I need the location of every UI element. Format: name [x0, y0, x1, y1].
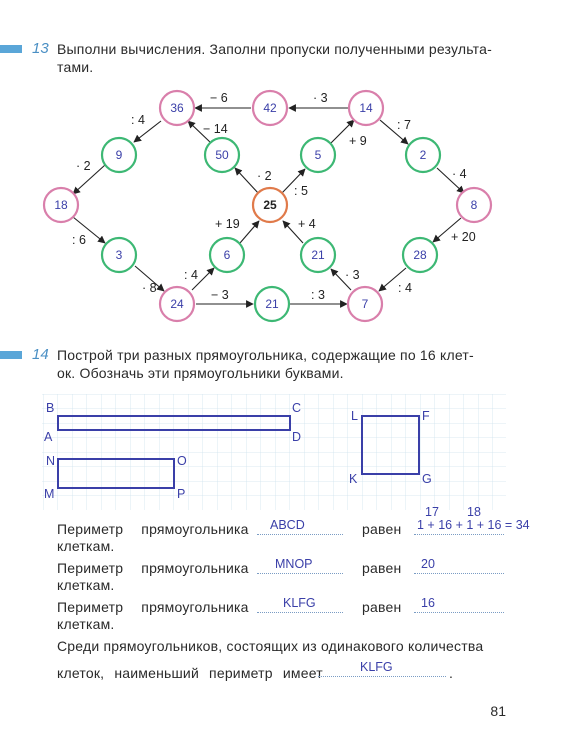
op-label: : 3 — [311, 288, 325, 302]
op-label: − 14 — [203, 122, 228, 136]
task-13-number: 13 — [32, 40, 49, 57]
answer-line — [257, 612, 343, 613]
op-label: : 5 — [294, 184, 308, 198]
answer-line — [257, 534, 343, 535]
node-value-5: 5 — [314, 148, 322, 162]
op-label: + 9 — [349, 134, 367, 148]
answer-line — [414, 534, 504, 535]
node-value-14: 14 — [359, 101, 373, 115]
task-14-text-line2: ок. Обозначь эти прямоугольники буквами. — [57, 365, 344, 381]
op-label: + 4 — [298, 217, 316, 231]
op-label: · 4 — [452, 167, 467, 181]
conclusion-line2: клеток, наименьший периметр имеет — [57, 665, 323, 681]
node-value-6: 6 — [223, 248, 231, 262]
op-label: : 7 — [397, 118, 411, 132]
node-value-3: 3 — [115, 248, 123, 262]
conclusion-answer: KLFG — [360, 660, 393, 674]
perimeter-row-3-value: 16 — [421, 596, 435, 610]
op-label: − 6 — [210, 91, 228, 105]
perimeter-row-1-label: Периметр прямоугольника — [57, 521, 249, 537]
perimeter-row-3-equals: равен — [362, 599, 402, 615]
perimeter-row-2-unit: клеткам. — [57, 577, 115, 593]
perimeter-row-3-answer: KLFG — [283, 596, 316, 610]
task-14-number: 14 — [32, 346, 49, 363]
answer-line — [414, 612, 504, 613]
node-value-36: 36 — [170, 101, 184, 115]
perimeter-row-1-equals: равен — [362, 521, 402, 537]
task-13-text-line2: тами. — [57, 59, 94, 75]
center-value-25: 25 — [263, 198, 277, 212]
answer-line — [257, 573, 343, 574]
grid-paper — [42, 394, 506, 510]
vertex-label-p: P — [177, 487, 186, 501]
perimeter-row-1-unit: клеткам. — [57, 538, 115, 554]
op-label: : 6 — [72, 233, 86, 247]
op-label: · 3 — [345, 268, 360, 282]
op-label: : 4 — [398, 281, 412, 295]
vertex-label-m: M — [44, 487, 55, 501]
conclusion-line1: Среди прямоугольников, состоящих из одинакового количества — [57, 638, 484, 654]
op-label: : 4 — [184, 268, 198, 282]
perimeter-row-2-value: 20 — [421, 557, 435, 571]
op-label: · 3 — [313, 91, 328, 105]
op-label: − 3 — [211, 288, 229, 302]
task-14-text-line1: Построй три разных прямоугольника, содержащие по 16 клет- — [57, 347, 474, 363]
perimeter-row-1-answer: ABCD — [270, 518, 305, 532]
perimeter-row-1-value: 1 + 16 + 1 + 16 = 34 — [417, 518, 530, 532]
node-value-8: 8 — [470, 198, 478, 212]
node-value-24: 24 — [170, 297, 184, 311]
node-value-2: 2 — [419, 148, 427, 162]
conclusion-end: . — [449, 665, 454, 681]
op-label: · 2 — [76, 159, 91, 173]
node-value-42: 42 — [263, 101, 277, 115]
answer-line — [318, 676, 446, 677]
page-number: 81 — [490, 703, 506, 719]
perimeter-row-3-label: Периметр прямоугольника — [57, 599, 249, 615]
rectangles-grid — [0, 390, 568, 530]
node-value-18: 18 — [54, 198, 68, 212]
op-label: · 8 — [142, 281, 157, 295]
calculation-chain-diagram — [0, 0, 568, 330]
node-value-21b: 21 — [265, 297, 279, 311]
vertex-label-f: F — [422, 409, 430, 423]
node-value-9: 9 — [115, 148, 123, 162]
perimeter-row-2-equals: равен — [362, 560, 402, 576]
annotation-18: 18 — [467, 505, 481, 519]
node-value-50: 50 — [215, 148, 229, 162]
perimeter-row-3-unit: клеткам. — [57, 616, 115, 632]
arrow — [235, 168, 259, 194]
perimeter-row-2-answer: MNOP — [275, 557, 313, 571]
op-label: + 19 — [215, 217, 240, 231]
arrow — [240, 221, 259, 243]
op-label: · 2 — [257, 169, 272, 183]
vertex-label-n: N — [46, 454, 56, 468]
answer-line — [414, 573, 504, 574]
vertex-label-b: B — [46, 401, 55, 415]
node-value-21a: 21 — [311, 248, 325, 262]
task-marker — [0, 351, 22, 359]
vertex-label-c: C — [292, 401, 302, 415]
op-label: + 20 — [451, 230, 476, 244]
vertex-label-d: D — [292, 430, 302, 444]
op-label: : 4 — [131, 113, 145, 127]
task-13-text-line1: Выполни вычисления. Заполни пропуски полученными результа- — [57, 41, 492, 57]
node-value-7: 7 — [361, 297, 369, 311]
vertex-label-o: O — [177, 454, 187, 468]
node-value-28: 28 — [413, 248, 427, 262]
vertex-label-a: A — [44, 430, 53, 444]
vertex-label-l: L — [351, 409, 358, 423]
vertex-label-g: G — [422, 472, 432, 486]
annotation-17: 17 — [425, 505, 439, 519]
vertex-label-k: K — [349, 472, 358, 486]
perimeter-row-2-label: Периметр прямоугольника — [57, 560, 249, 576]
